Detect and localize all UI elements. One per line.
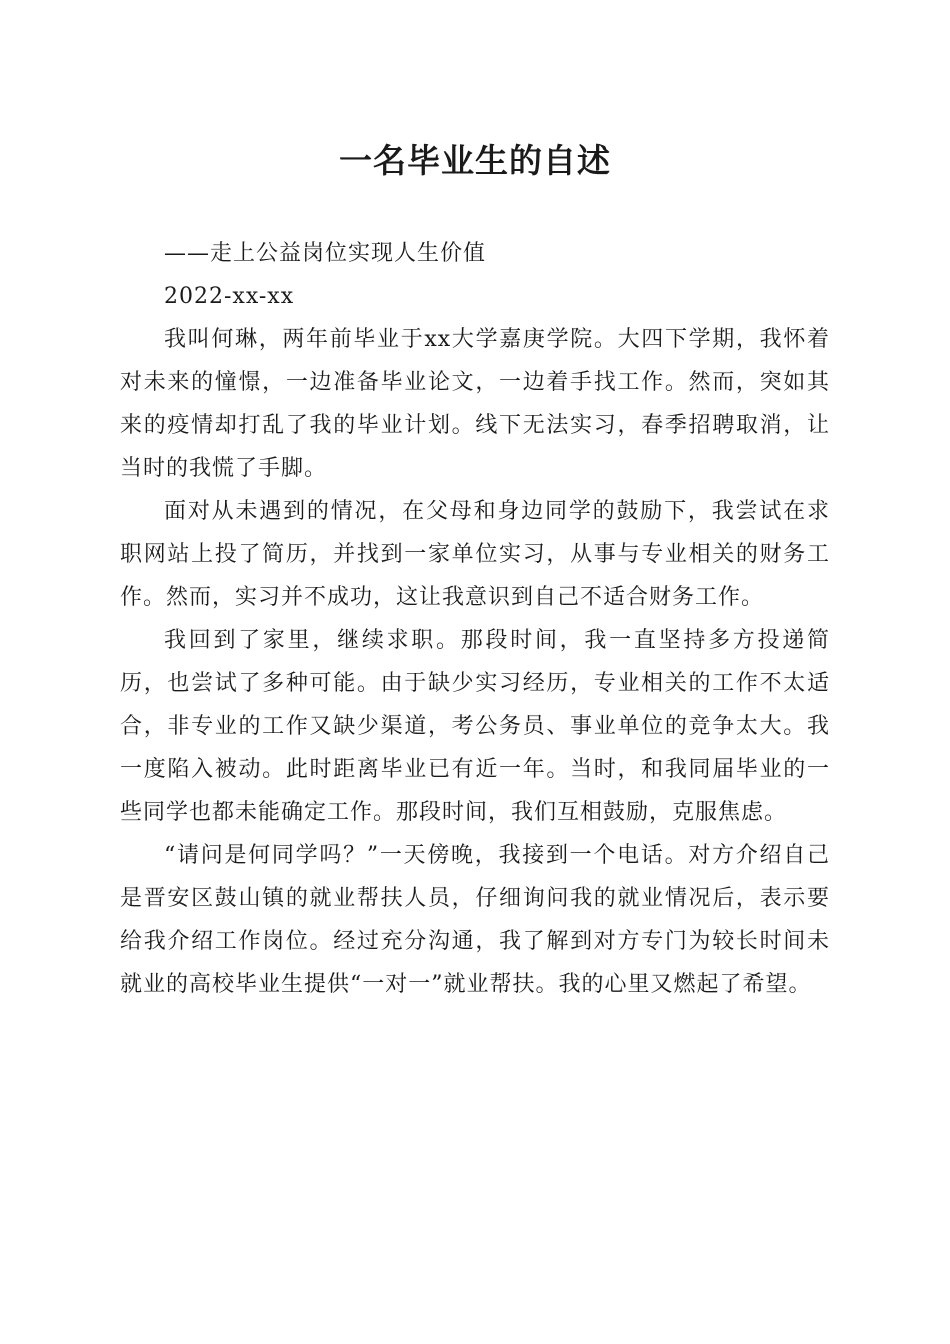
document-body <box>120 232 830 1006</box>
document-date: 2022-xx-xx <box>164 284 295 309</box>
paragraph-4: “请问是何同学吗？”一天傍晚，我接到一个电话。对方介绍自己是晋安区鼓山镇的就业帮扶人员，仔细询问我的就业情况后，表示要给我介绍工作岗位。经过充分沟通，我了解到对方专门为较长时间未就业的高校毕业生提供“一对一”就业帮扶。我的心里又燃起了希望。 <box>120 843 830 997</box>
paragraph-1: 我叫何琳，两年前毕业于xx大学嘉庚学院。大四下学期，我怀着对未来的憧憬，一边准备毕业论文，一边着手找工作。然而，突如其来的疫情却打乱了我的毕业计划。线下无法实习，春季招聘取消，让当时的我慌了手脚。 <box>120 327 830 481</box>
paragraph-3: 我回到了家里，继续求职。那段时间，我一直坚持多方投递简历，也尝试了多种可能。由于缺少实习经历，专业相关的工作不太适合，非专业的工作又缺少渠道，考公务员、事业单位的竞争太大。我一度陷入被动。此时距离毕业已有近一年。当时，和我同届毕业的一些同学也都未能确定工作。那段时间，我们互相鼓励，克服焦虑。 <box>120 628 830 825</box>
document-title: 一名毕业生的自述 <box>339 141 611 180</box>
paragraph-2: 面对从未遇到的情况，在父母和身边同学的鼓励下，我尝试在求职网站上投了简历，并找到一家单位实习，从事与专业相关的财务工作。然而，实习并不成功，这让我意识到自己不适合财务工作。 <box>120 499 830 610</box>
document-subtitle: ——走上公益岗位实现人生价值 <box>164 241 487 266</box>
